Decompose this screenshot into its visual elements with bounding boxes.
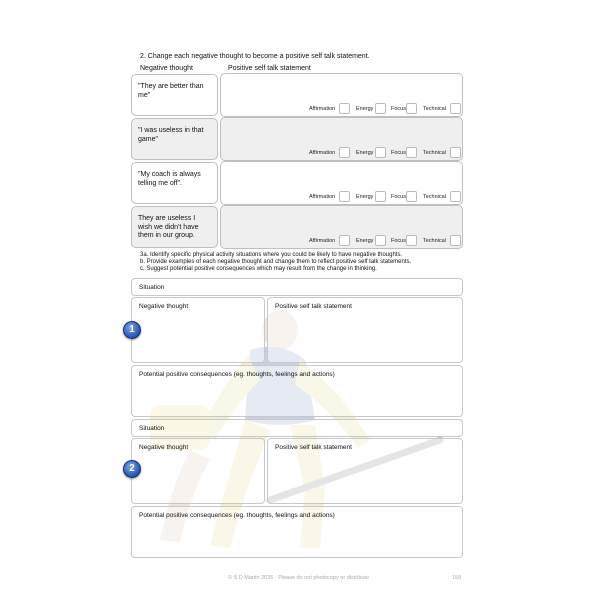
negative-thought-label: Negative thought [139,303,189,310]
technical-checkbox[interactable] [450,147,461,158]
negative-thought-field-1[interactable] [131,297,265,363]
affirmation-label: Affirmation [309,106,336,112]
energy-checkbox[interactable] [375,235,386,246]
energy-label: Energy [356,194,374,200]
negative-thought-label: Negative thought [139,444,189,451]
footer-copyright: © S D Martin 2026 - Please do not photocopy or distribute [228,575,370,581]
situation-label: Situation [139,284,165,291]
situation-field-2[interactable] [131,419,463,437]
number-2-badge-icon: 2 [123,460,141,478]
energy-checkbox[interactable] [375,147,386,158]
positive-statement-label: Positive self talk statement [275,303,352,310]
positive-statement-label: Positive self talk statement [275,444,352,451]
affirmation-label: Affirmation [309,194,336,200]
focus-label: Focus [391,150,406,156]
q3-line-b: b. Provide examples of each negative thought and change them to reflect positive self talk statements. [140,259,412,265]
negative-thought-3: "My coach is always telling me off". [131,162,218,204]
situation-label: Situation [139,425,165,432]
focus-checkbox[interactable] [406,191,417,202]
consequences-field-1[interactable] [131,365,463,417]
affirmation-checkbox[interactable] [339,147,350,158]
negative-thought-field-2[interactable] [131,438,265,504]
technical-checkbox[interactable] [450,103,461,114]
technical-label: Technical [423,238,446,244]
technical-label: Technical [423,194,446,200]
q3-line-c: c. Suggest potential positive consequences which may result from the change in thinking. [140,266,377,272]
positive-statement-field-block-1[interactable] [267,297,463,363]
positive-statement-field-block-2[interactable] [267,438,463,504]
negative-thought-1: "They are better than me" [131,74,218,116]
technical-label: Technical [423,106,446,112]
technical-checkbox[interactable] [450,191,461,202]
focus-label: Focus [391,106,406,112]
focus-checkbox[interactable] [406,147,417,158]
situation-field-1[interactable] [131,278,463,296]
focus-label: Focus [391,238,406,244]
focus-checkbox[interactable] [406,103,417,114]
negative-thought-4: They are useless I wish we didn't have them in our group. [131,206,218,248]
consequences-label: Potential positive consequences (eg. thoughts, feelings and actions) [139,371,335,378]
focus-label: Focus [391,194,406,200]
focus-checkbox[interactable] [406,235,417,246]
affirmation-checkbox[interactable] [339,191,350,202]
affirmation-checkbox[interactable] [339,235,350,246]
energy-label: Energy [356,238,374,244]
negative-thought-2: "I was useless in that game" [131,118,218,160]
col-negative-label: Negative thought [140,65,193,72]
energy-checkbox[interactable] [375,191,386,202]
energy-label: Energy [356,150,374,156]
col-positive-label: Positive self talk statement [228,65,311,72]
consequences-label: Potential positive consequences (eg. thoughts, feelings and actions) [139,512,335,519]
q2-heading: 2. Change each negative thought to become a positive self talk statement. [140,53,370,60]
affirmation-checkbox[interactable] [339,103,350,114]
q3-line-a: 3a. Identify specific physical activity situations where you could be likely to have negative thoughts. [140,252,403,258]
page-number: 159 [452,575,462,581]
affirmation-label: Affirmation [309,238,336,244]
energy-checkbox[interactable] [375,103,386,114]
technical-label: Technical [423,150,446,156]
energy-label: Energy [356,106,374,112]
affirmation-label: Affirmation [309,150,336,156]
number-1-badge-icon: 1 [123,321,141,339]
technical-checkbox[interactable] [450,235,461,246]
consequences-field-2[interactable] [131,506,463,558]
